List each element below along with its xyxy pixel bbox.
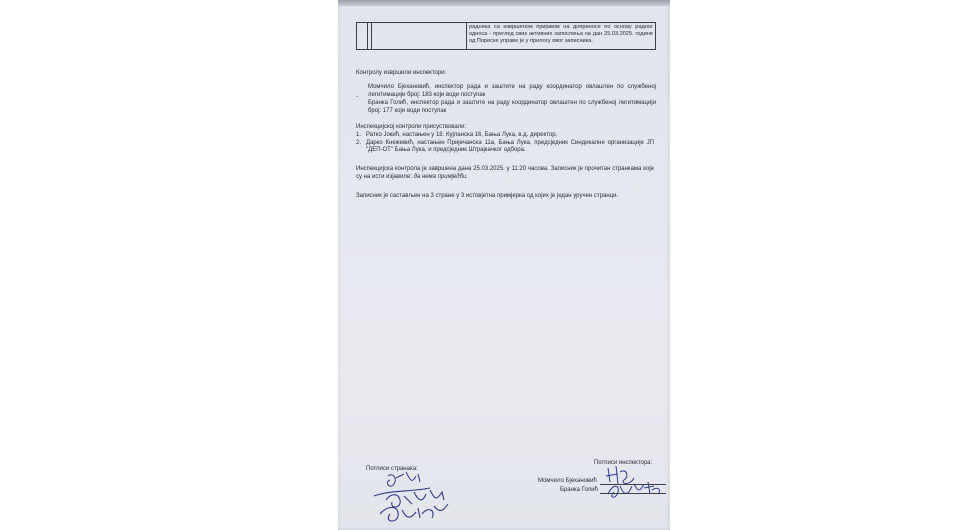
copies-sentence: Записник је састављен на 3 стране у 3 истовјетна примјерка од којих је један уручен странци. — [356, 193, 619, 199]
parties-signatures-label: Потписи странака: — [366, 466, 418, 472]
inspector-item — [356, 84, 656, 100]
bullet-marker: - — [356, 94, 358, 100]
closing-remark: да нема примједби. — [413, 173, 468, 180]
page-top-edge — [338, 0, 670, 6]
closing-sentence: Инспекцијска контрола је завршена дана 25.03.2025. у 11:20 часова. Записник је прочитан странкама које су на исти изјавиле: — [356, 166, 654, 180]
document-page — [338, 0, 670, 530]
inspector-1-name: Момчило Бјехановић — [538, 478, 597, 484]
inspectors-list — [356, 84, 656, 116]
table-cell-empty — [371, 23, 467, 49]
attendees-list — [356, 132, 654, 155]
attendee-item — [356, 140, 654, 155]
table-cell-text: радника са извршеном пријавом на доприносе по основу радног односа - преглед свих активних запослења на дан 25.03.2025. године од Пореске управе је у прилогу овог записника. — [469, 24, 653, 44]
attendee-text: Дарко Кнежевић, настањен Пријечанска 11а, Бања Лука, предсједник Синдикалне организације ЈП "ДЕП-ОТ" Бања Лука, и предсједник Штрајкачког одбора. — [366, 139, 654, 154]
table-fragment — [356, 22, 656, 50]
attendee-number: 2. — [356, 139, 362, 146]
attendee-number: 1. — [356, 132, 362, 138]
inspector-text: Момчило Бјехановић, инспектор рада и заштите на раду координатор овлаштен по службеној легитимацији број: 183 који води поступак — [368, 84, 656, 98]
inspectors-heading: Контролу извршили инспектори: — [356, 70, 447, 76]
attendee-item — [356, 132, 654, 140]
inspectors-signatures-label: Потписи инспектора: — [594, 460, 653, 466]
inspector-text: Бранка Голић, инспектор рада и заштите на раду координатор овлаштен по службеној легитимацији број: 177 који води поступак — [368, 100, 656, 114]
inspector-2-name: Бранка Голић — [560, 487, 598, 493]
attendees-heading: Инспекцијској контроли присуствовали: — [356, 124, 467, 130]
inspector-signature-2 — [604, 478, 674, 518]
attendee-text: Ратко Јокић, настањен у 18. Кујланска 16, Бања Лука, в.д. директор, — [366, 132, 558, 138]
party-signature-1 — [360, 470, 460, 528]
closing-paragraph — [356, 166, 654, 181]
inspector-item — [360, 100, 656, 115]
